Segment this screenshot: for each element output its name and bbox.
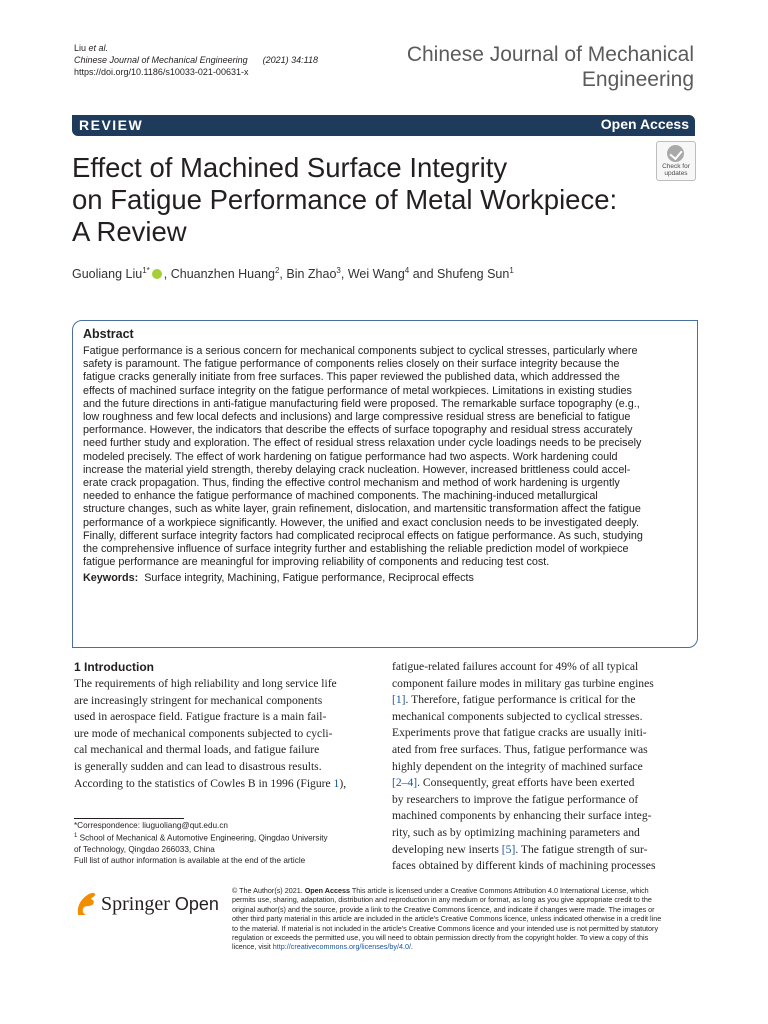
footnotes: *Correspondence: liuguoliang@qut.edu.cn $^1$ School of Mechanical & Automotive Engineering, Qingdao University of Technology, Qingdao 266033, China Full list of author information is available at the end of the article xyxy=(74,820,364,866)
citation-link[interactable]: [1] xyxy=(392,693,406,707)
citation-block xyxy=(74,42,318,78)
body-column-left: 1 Introduction The requirements of high reliability and long service life are increasingly stringent for mechanical components used in aerospace field. Fatigue fracture is a main fail- ure mode of mechanical components subjected to cycli- cal mechanical and thermal loads, and fatigue failure is generally sudden and can lead to disastrous results. According to the statistics of Cowles B in 1996 (Figure 1), xyxy=(74,659,360,792)
author-name[interactable]: Wei Wang xyxy=(347,267,405,282)
author-name[interactable]: Bin Zhao xyxy=(286,267,337,282)
check-for-updates-badge[interactable]: Check for updates xyxy=(656,141,696,181)
running-author: Liu et al. xyxy=(74,43,109,53)
figure-link[interactable]: 1 xyxy=(333,776,340,790)
author-name[interactable]: Shufeng Sun xyxy=(437,267,510,282)
author-name[interactable]: Guoliang Liu xyxy=(72,267,143,282)
journal-citation: Chinese Journal of Mechanical Engineering (2021) 34:118 xyxy=(74,55,319,65)
footnote-divider xyxy=(74,818,184,819)
author-list: Guoliang Liu$^{1*}$ , Chuanzhen Huang$^2$, Bin Zhao$^3$, Wei Wang$^4$ and Shufeng Sun$^1$ xyxy=(72,266,514,282)
orcid-icon[interactable] xyxy=(152,269,162,279)
article-type-banner xyxy=(72,115,695,136)
abstract-text: Fatigue performance is a serious concern for mechanical components subject to cyclical stresses, particularly where safety is paramount. The fatigue performance of components relies closely on their surface integrity because the fatigue cracks generally initiate from free surfaces. This paper reviewed the published data, which addressed the effects of machined surface integrity on the fatigue performance of metal workpieces. Limitations in existing studies and the future directions in anti-fatigue manufacturing field were proposed. The remarkable surface topography (e.g., low roughness and few local defects and inclusions) and large compressive residual stress are beneficial to fatigue performance. However, the indicators that describe the effects of surface topography and residual stress accurately need further study and exploration. The effect of residual stress relaxation under cycle loadings needs to be precisely modeled precisely. The effect of work hardening on fatigue performance had two aspects. Work hardening could increase the material yield strength, thereby delaying crack nucleation. However, increased brittleness could accel- erate crack propagation. Thus, finding the effective control mechanism and method of work hardening is urgently needed to enhance the fatigue performance of machined components. The machining-induced metallurgical structure changes, such as white layer, grain refinement, dislocation, and martensitic transformation affect the fatigue performance of a workpiece significantly. However, the unified and exact conclusion needs to be investigated deeply. Finally, different surface integrity factors had complicated reciprocal effects on fatigue performance. As such, studying the comprehensive influence of surface integrity further and establishing the reliable prediction model of workpiece fatigue performance are meaningful for improving reliability of components and reducing test cost. xyxy=(83,345,643,569)
body-column-right: fatigue-related failures account for 49% of all typical component failure modes in military gas turbine engines [1]. Therefore, fatigue performance is critical for the mechanical components subjected to cyclical stresses. Experiments prove that fatigue cracks are usually initi- ated from free surfaces. Thus, fatigue performance was highly dependent on the integrity of machined surface [2–4]. Consequently, great efforts have been exerted by researchers to improve the fatigue performance of machined components by enhancing their surface integ- rity, such as by optimizing machining parameters and developing new inserts [5]. The fatigue strength of sur- faces obtained by different kinds of machining processes xyxy=(392,660,656,873)
open-access-label: Open Access xyxy=(600,116,689,132)
correspondence: *Correspondence: liuguoliang@qut.edu.cn xyxy=(74,821,228,830)
license-link[interactable]: http://creativecommons.org/licenses/by/4.0/ xyxy=(272,942,411,952)
keywords-label: Keywords: xyxy=(83,572,139,585)
publisher-logo: Springer Open xyxy=(74,889,224,919)
springer-horse-icon xyxy=(74,889,98,917)
keywords-list: Surface integrity, Machining, Fatigue performance, Reciprocal effects xyxy=(144,572,474,585)
journal-name: Chinese Journal of Mechanical Engineering xyxy=(406,43,694,91)
citation-link[interactable]: [5] xyxy=(501,842,516,856)
abstract-heading: Abstract xyxy=(83,327,134,341)
section-heading: 1 Introduction xyxy=(74,660,154,674)
check-icon xyxy=(667,145,684,162)
doi-link[interactable]: https://doi.org/10.1186/s10033-021-00631-x xyxy=(74,67,249,77)
author-name[interactable]: Chuanzhen Huang xyxy=(170,267,275,282)
abstract-box xyxy=(72,320,698,648)
article-type-label: REVIEW xyxy=(79,117,144,133)
article-title: Effect of Machined Surface Integrity on Fatigue Performance of Metal Workpiece: A Review xyxy=(72,152,618,247)
keywords xyxy=(83,572,687,585)
license-text: © The Author(s) 2021. Open Access This article is licensed under a Creative Commons Attribution 4.0 International License, which permits use, sharing, adaptation, distribution and reproduction in any medium or format, as long as you give appropriate credit to the original author(s) and the source, provide a link to the Creative Commons licence, and indicate if changes were made. The images or other third party material in this article are included in the article's Creative Commons licence, unless indicated otherwise in a credit line to the material. If material is not included in the article's Creative Commons licence and your intended use is not permitted by statutory regulation or exceeds the permitted use, you will need to obtain permission directly from the copyright holder. To view a copy of this licence, visit http://creativecommons.org/licenses/by/4.0/. xyxy=(232,886,662,952)
citation-link[interactable]: [2–4] xyxy=(392,776,418,790)
